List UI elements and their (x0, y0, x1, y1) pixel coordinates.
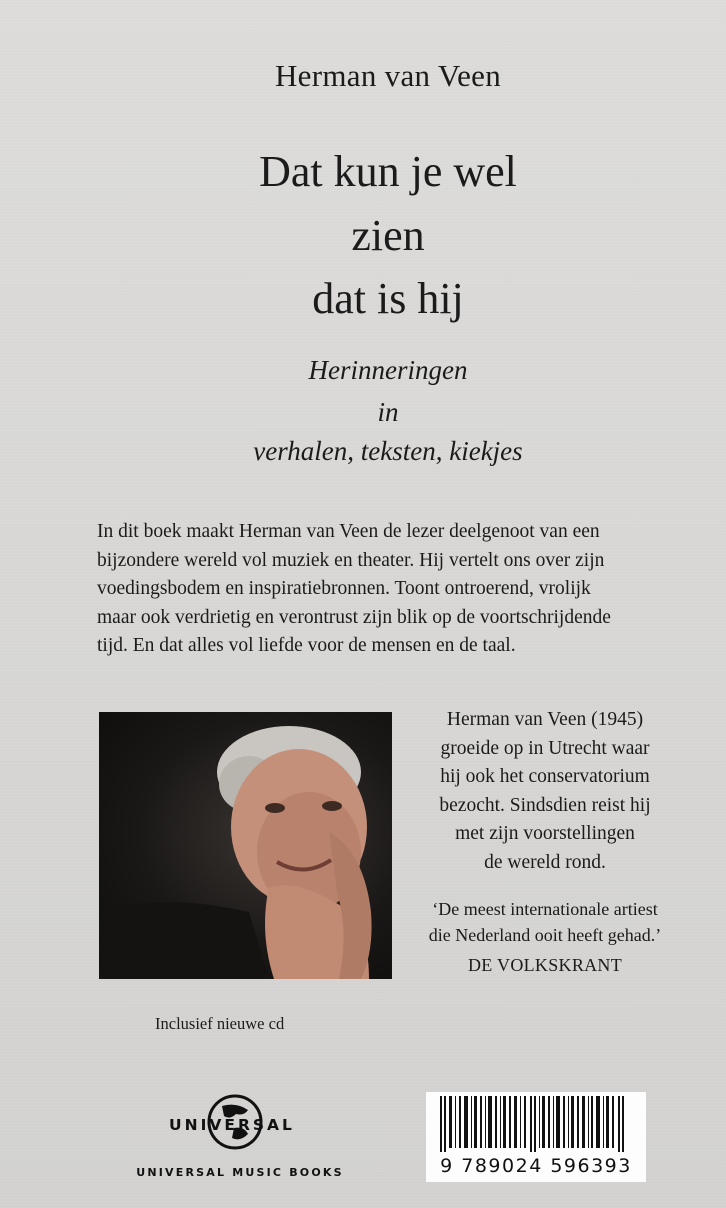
book-title-line-3: dat is hij (312, 274, 464, 323)
quote-line: die Nederland ooit heeft gehad.’ (428, 925, 662, 945)
blurb-line: tijd. En dat alles vol liefde voor de mensen en de taal. (97, 635, 516, 656)
bio-line: hij ook het conservatorium (440, 766, 650, 787)
barcode (426, 1092, 646, 1182)
author-name: Herman van Veen (274, 58, 501, 93)
subtitle-line-1: Herinneringen (308, 355, 468, 385)
book-title-line-2: zien (351, 211, 425, 260)
publisher-imprint: UNIVERSAL MUSIC BOOKS (136, 1166, 344, 1179)
bio-line: Herman van Veen (1945) (446, 709, 644, 730)
subtitle-line-3: verhalen, teksten, kiekjes (253, 436, 523, 466)
subtitle-line-2: in (377, 397, 399, 427)
book-blurb (97, 518, 697, 661)
barcode-bars (434, 1096, 638, 1152)
author-photo (99, 712, 392, 979)
blurb-line: In dit boek maakt Herman van Veen de lezer deelgenoot van een (97, 521, 600, 542)
publisher-logo-wordmark: UNIVERSAL (169, 1116, 295, 1134)
bio-line: groeide op in Utrecht waar (440, 737, 650, 759)
book-title-line-1: Dat kun je wel (259, 147, 517, 196)
bio-line: de wereld rond. (484, 851, 606, 873)
cd-note: Inclusief nieuwe cd (155, 1014, 285, 1033)
quote-source: DE VOLKSKRANT (467, 955, 623, 975)
bio-line: met zijn voorstellingen (455, 823, 635, 844)
author-bio (405, 706, 685, 877)
blurb-line: bijzondere wereld vol muziek en theater. Hij vertelt ons over zijn (97, 549, 605, 571)
blurb-line: maar ook verdrietig en verontrust zijn blik op de voortschrijdende (97, 606, 611, 628)
quote-line: ‘De meest internationale artiest (432, 899, 658, 919)
isbn-number: 9 789024 596393 (440, 1155, 632, 1177)
bio-line: bezocht. Sindsdien reist hij (439, 794, 651, 816)
blurb-line: voedingsbodem en inspiratiebronnen. Toont ontroerend, vrolijk (97, 578, 591, 599)
press-quote (405, 896, 685, 948)
